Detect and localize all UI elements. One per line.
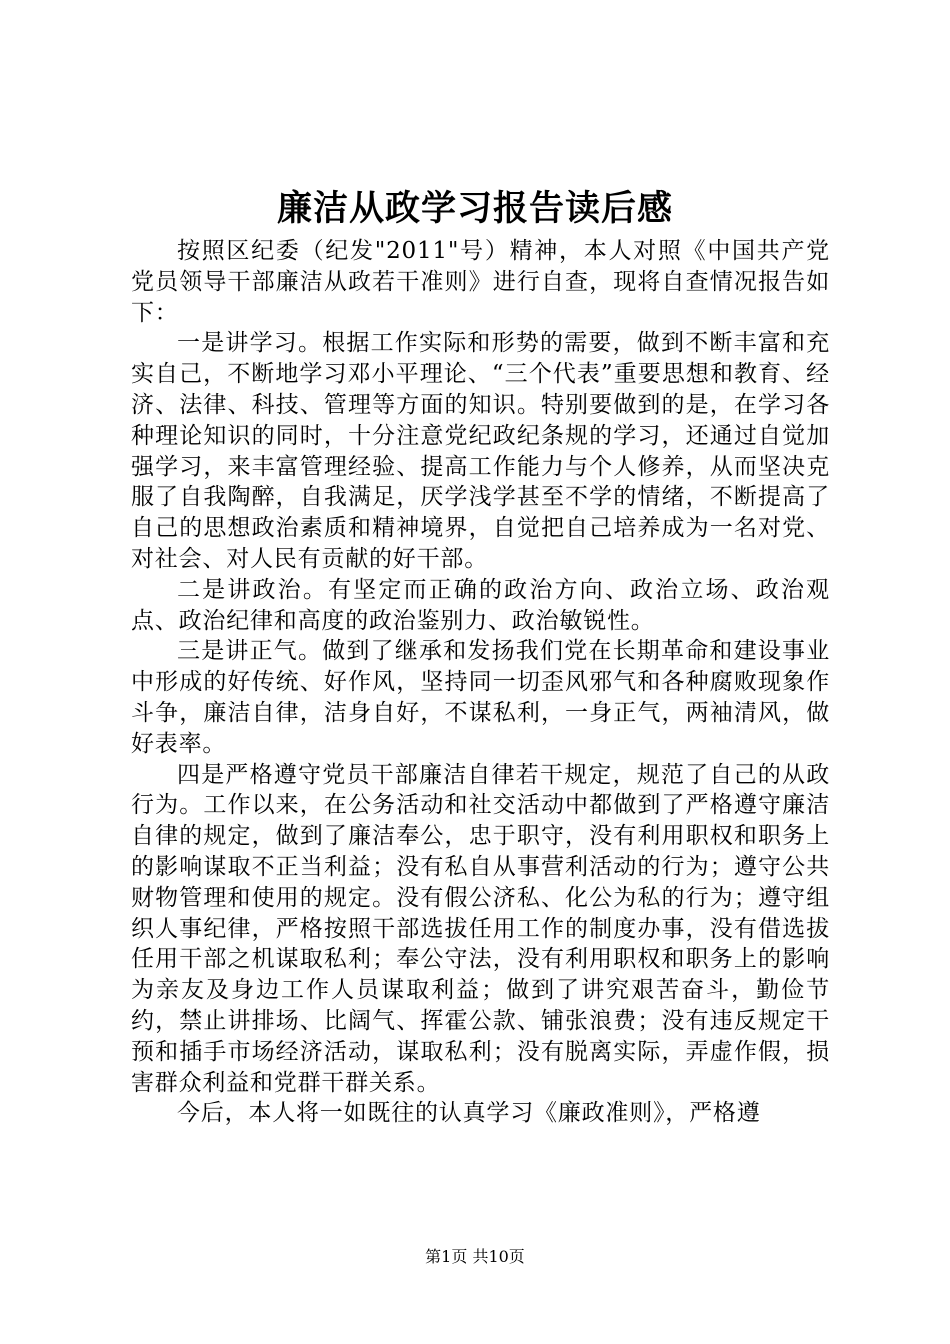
page-footer: 第1页 共10页 <box>425 1247 525 1266</box>
paragraph-intro: 按照区纪委（纪发"2011"号）精神，本人对照《中国共产党党员领导干部廉洁从政若干准则》进行自查，现将自查情况报告如下： <box>131 238 830 326</box>
paragraph-self-discipline: 四是严格遵守党员干部廉洁自律若干规定，规范了自己的从政行为。工作以来，在公务活动和社交活动中都做到了严格遵守廉洁自律的规定，做到了廉洁奉公，忠于职守，没有利用职权和职务上的影响谋取不正当利益；没有私自从事营利活动的行为；遵守公共财物管理和使用的规定。没有假公济私、化公为私的行为；遵守组织人事纪律，严格按照干部选拔任用工作的制度办事，没有借选拔任用干部之机谋取私利；奉公守法，没有利用职权和职务上的影响为亲友及身边工作人员谋取利益；做到了讲究艰苦奋斗，勤俭节约，禁止讲排场、比阔气、挥霍公款、铺张浪费；没有违反规定干预和插手市场经济活动，谋取私利；没有脱离实际，弄虚作假，损害群众利益和党群干群关系。 <box>131 761 830 1096</box>
document-body <box>131 236 830 1129</box>
paragraph-integrity: 三是讲正气。做到了继承和发扬我们党在长期革命和建设事业中形成的好传统、好作风，坚持同一切歪风邪气和各种腐败现象作斗争，廉洁自律，洁身自好，不谋私利，一身正气，两袖清风，做好表率。 <box>131 638 830 757</box>
document-title: 廉洁从政学习报告读后感 <box>276 188 673 229</box>
paragraph-study: 一是讲学习。根据工作实际和形势的需要，做到不断丰富和充实自己，不断地学习邓小平理论、“三个代表”重要思想和教育、经济、法律、科技、管理等方面的知识。特别要做到的是，在学习各种理论知识的同时，十分注意党纪政纪条规的学习，还通过自觉加强学习，来丰富管理经验、提高工作能力与个人修养，从而坚决克服了自我陶醉，自我满足，厌学浅学甚至不学的情绪，不断提高了自己的思想政治素质和精神境界，自觉把自己培养成为一名对党、对社会、对人民有贡献的好干部。 <box>131 330 830 572</box>
paragraph-politics: 二是讲政治。有坚定而正确的政治方向、政治立场、政治观点、政治纪律和高度的政治鉴别力、政治敏锐性。 <box>131 576 830 634</box>
paragraph-future: 今后，本人将一如既往的认真学习《廉政准则》，严格遵 <box>177 1100 761 1127</box>
